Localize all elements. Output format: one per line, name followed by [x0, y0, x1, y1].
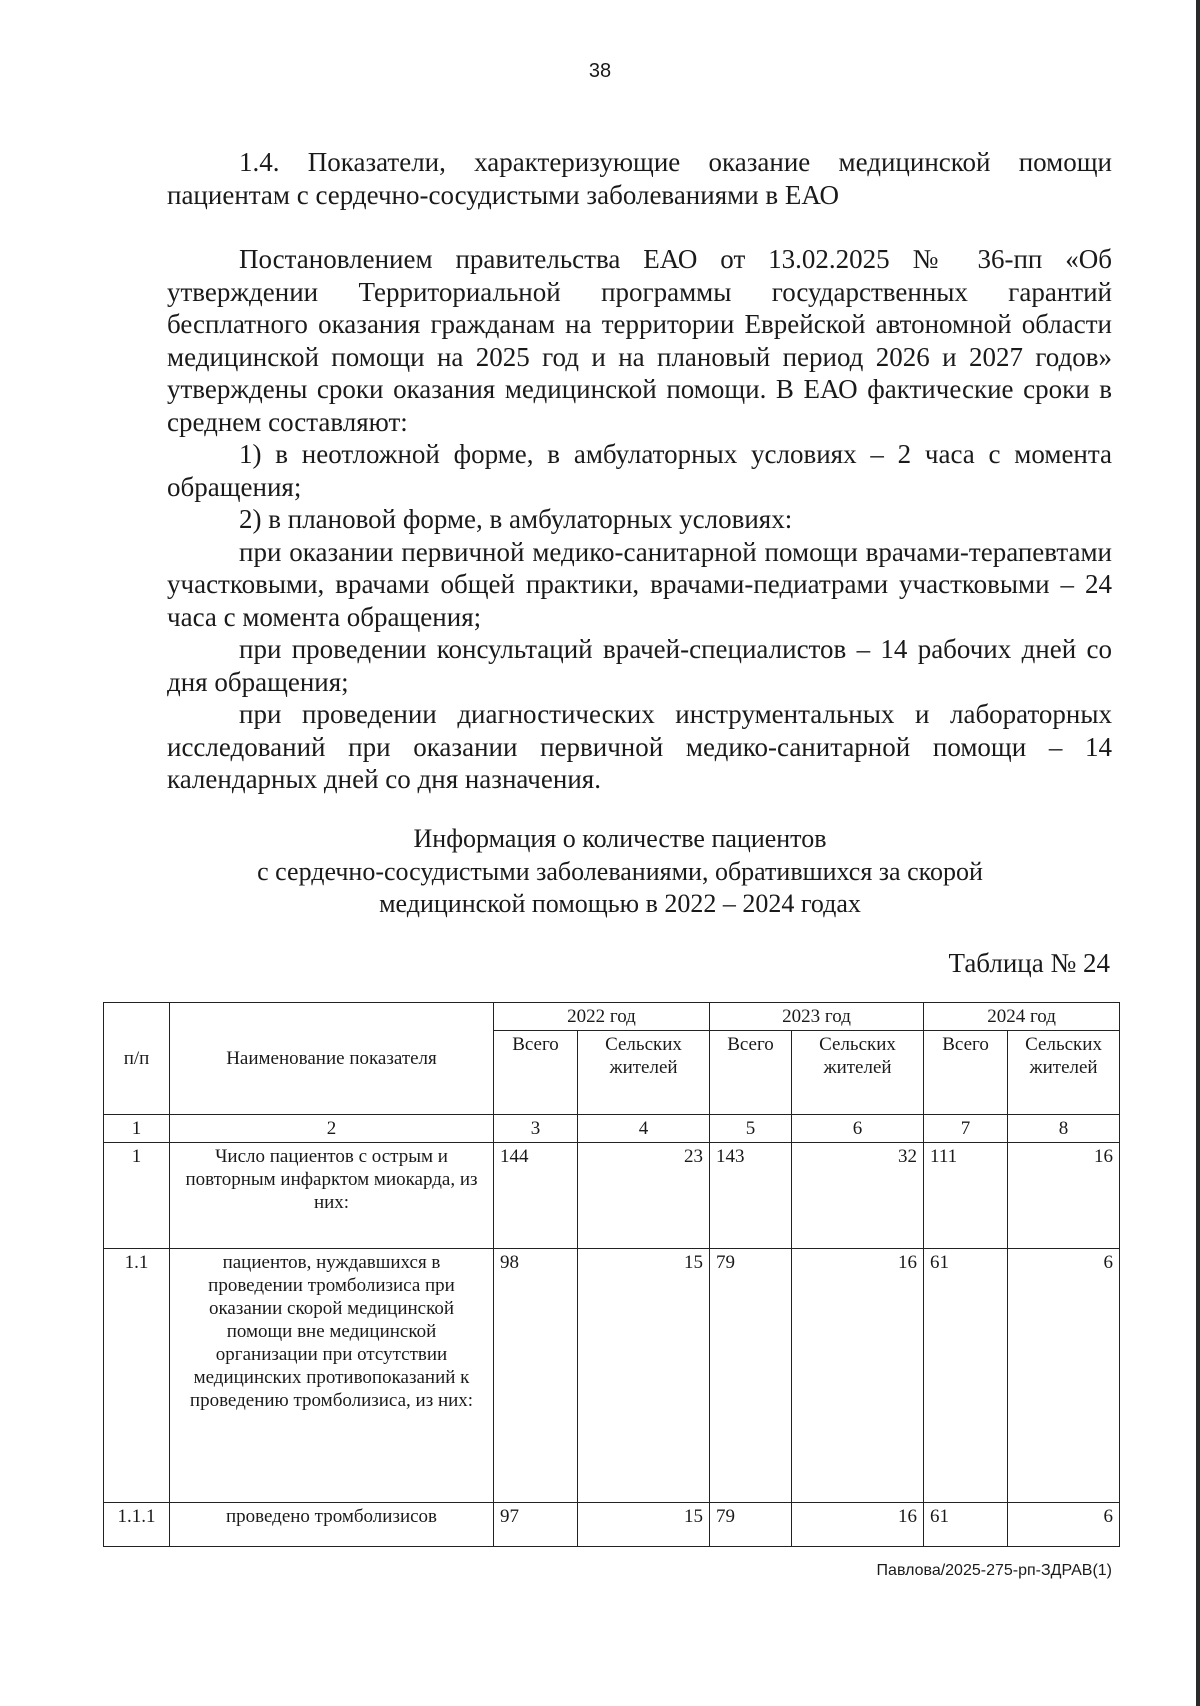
- paragraph-resolution: Постановлением правительства ЕАО от 13.02.2025 № 36-пп «Об утверждении Территориальной программы государственных гарантий бесплатного оказания гражданам на территории Еврейской автономной области медицинской помощи на 2025 год и на плановый период 2026 и 2027 годов» утверждены сроки оказания медицинской помощи. В ЕАО фактические сроки в среднем составляют:: [167, 244, 1112, 437]
- cell-rural-2023: 32: [792, 1143, 924, 1249]
- section-heading-block: [167, 146, 1112, 211]
- cell-total-2024: 61: [924, 1249, 1008, 1503]
- table-caption-line-1: Информация о количестве пациентов: [413, 824, 827, 853]
- column-number: 8: [1008, 1115, 1120, 1143]
- page-number: 38: [588, 60, 612, 82]
- cell-total-2023: 143: [710, 1143, 792, 1249]
- cell-total-2022: 97: [494, 1503, 578, 1547]
- table-label: Таблица № 24: [948, 948, 1110, 978]
- column-number: 7: [924, 1115, 1008, 1143]
- row-name: проведено тромболизисов: [170, 1503, 494, 1547]
- cell-rural-2023: 16: [792, 1503, 924, 1547]
- cell-rural-2024: 16: [1008, 1143, 1120, 1249]
- header-rural-2024: Сельских жителей: [1008, 1031, 1120, 1115]
- column-number: 2: [170, 1115, 494, 1143]
- column-number: 3: [494, 1115, 578, 1143]
- cell-total-2023: 79: [710, 1503, 792, 1547]
- header-year-2022: 2022 год: [494, 1003, 710, 1031]
- cell-rural-2023: 16: [792, 1249, 924, 1503]
- paragraph-consultations: при проведении консультаций врачей-специалистов – 14 рабочих дней со дня обращения;: [167, 634, 1112, 697]
- table-caption-line-2: с сердечно-сосудистыми заболеваниями, обратившихся за скорой: [257, 856, 983, 886]
- paragraph-urgent: 1) в неотложной форме, в амбулаторных условиях – 2 часа с момента обращения;: [167, 439, 1112, 502]
- cell-rural-2022: 15: [578, 1249, 710, 1503]
- column-number: 4: [578, 1115, 710, 1143]
- scan-edge-line: [1196, 0, 1200, 1706]
- section-heading: 1.4. Показатели, характеризующие оказание медицинской помощи пациентам с сердечно-сосудистыми заболеваниями в ЕАО: [167, 147, 1112, 210]
- table-row: [104, 1249, 1120, 1503]
- header-total-2024: Всего: [924, 1031, 1008, 1115]
- document-stamp: Павлова/2025-275-рп-ЗДРАВ(1): [876, 1562, 1112, 1579]
- header-year-2023: 2023 год: [710, 1003, 924, 1031]
- cell-total-2023: 79: [710, 1249, 792, 1503]
- header-rural-2023: Сельских жителей: [792, 1031, 924, 1115]
- column-number: 5: [710, 1115, 792, 1143]
- cell-rural-2022: 23: [578, 1143, 710, 1249]
- header-total-2023: Всего: [710, 1031, 792, 1115]
- row-name: пациентов, нуждавшихся в проведении тромболизиса при оказании скорой медицинской помощи вне медицинской организации при отсутствии медицинских противопоказаний к проведению тромболизиса, из них:: [170, 1249, 494, 1503]
- column-number: 6: [792, 1115, 924, 1143]
- row-num: 1.1.1: [104, 1503, 170, 1547]
- patients-table: [103, 1002, 1120, 1547]
- body-text: [167, 243, 1112, 796]
- header-name: Наименование показателя: [170, 1003, 494, 1115]
- column-number-row: [104, 1115, 1120, 1143]
- row-name: Число пациентов с острым и повторным инфарктом миокарда, из них:: [170, 1143, 494, 1249]
- cell-total-2024: 111: [924, 1143, 1008, 1249]
- cell-total-2024: 61: [924, 1503, 1008, 1547]
- header-num: п/п: [104, 1003, 170, 1115]
- row-num: 1.1: [104, 1249, 170, 1503]
- row-num: 1: [104, 1143, 170, 1249]
- header-row-years: [104, 1003, 1120, 1031]
- paragraph-diagnostics: при проведении диагностических инструментальных и лабораторных исследований при оказании первичной медико-санитарной помощи – 14 календарных дней со дня назначения.: [167, 699, 1112, 794]
- header-year-2024: 2024 год: [924, 1003, 1120, 1031]
- cell-total-2022: 98: [494, 1249, 578, 1503]
- header-rural-2022: Сельских жителей: [578, 1031, 710, 1115]
- table-caption-line-3: медицинской помощью в 2022 – 2024 годах: [379, 889, 861, 918]
- cell-rural-2024: 6: [1008, 1503, 1120, 1547]
- paragraph-primary-care: при оказании первичной медико-санитарной помощи врачами-терапевтами участковыми, врачами общей практики, врачами-педиатрами участковыми – 24 часа с момента обращения;: [167, 536, 1112, 632]
- table-caption: [160, 823, 1080, 921]
- paragraph-planned: 2) в плановой форме, в амбулаторных условиях:: [239, 504, 793, 534]
- cell-rural-2024: 6: [1008, 1249, 1120, 1503]
- table-row: [104, 1143, 1120, 1249]
- cell-total-2022: 144: [494, 1143, 578, 1249]
- header-total-2022: Всего: [494, 1031, 578, 1115]
- table-row: [104, 1503, 1120, 1547]
- column-number: 1: [104, 1115, 170, 1143]
- cell-rural-2022: 15: [578, 1503, 710, 1547]
